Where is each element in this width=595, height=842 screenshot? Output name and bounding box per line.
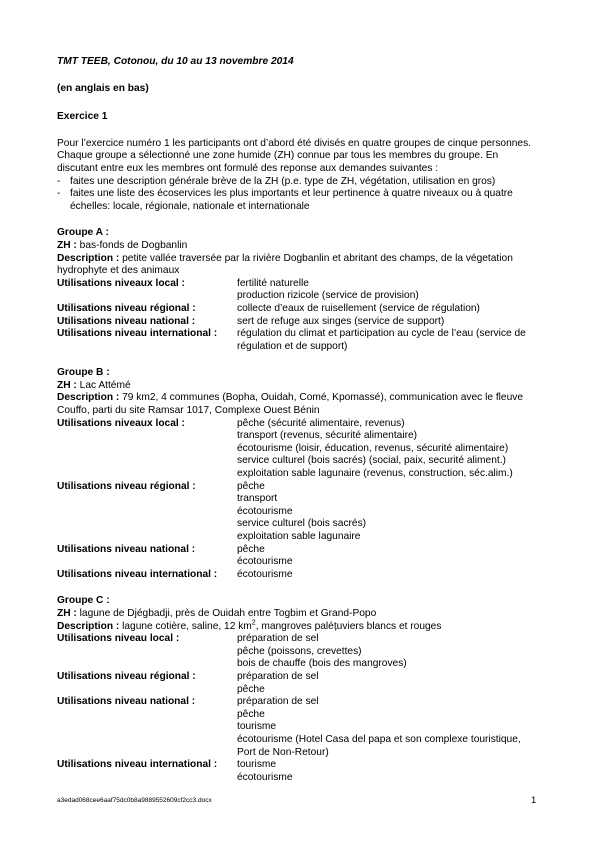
group-b: [57, 367, 541, 581]
uses-row-local: Utilisations niveaux local : pêche (sécurité alimentaire, revenus) transport (revenus, sécurité alimentaire) écotourisme (loisir, éducation, revenus, sécurité alimentaire) service culturel (bois sacrés) (social, paix, securité aliment.) exploitation sable lagunaire (revenus, construction, séc.alim.): [57, 417, 513, 480]
zh-line: ZH : bas-fonds de Dogbanlin: [57, 239, 188, 251]
dash-bullet: -: [57, 175, 61, 187]
zh-line: ZH : Lac Attémé: [57, 379, 131, 391]
description-line: Description : 79 km2, 4 communes (Bopha, Ouidah, Comé, Kpomassé), communication avec le fleuve Couffo, parti du site Ramsar 1017, Complexe Ouest Bénin: [57, 392, 524, 417]
document-subtitle: (en anglais en bas): [57, 82, 149, 94]
document-title: TMT TEEB, Cotonou, du 10 au 13 novembre 2014: [57, 56, 294, 67]
uses-row-regional: Utilisations niveau régional : préparation de sel pêche: [57, 670, 319, 695]
uses-row-regional: Utilisations niveau régional : pêche transport écotourisme service culturel (bois sacrés) exploitation sable lagunaire: [57, 480, 367, 542]
uses-row-regional: Utilisations niveau régional : collecte d’eaux de ruisellement (service de régulation): [57, 302, 480, 314]
description-line: Description : lagune cotière, saline, 12 $km^2$, mangroves paléțuviers blancs et rouges: [57, 619, 442, 632]
uses-row-international: Utilisations niveau international : écotourisme: [57, 568, 293, 580]
intro-paragraph: Pour l’exercice numéro 1 les participants ont d’abord été divisés en quatre groupes de cinque personnes. Chaque groupe a sélectionné une zone humide (ZH) connue par tous les membres du groupe. En discutant entre eux les membres ont formulé des reponse aux demandes suivantes :: [57, 137, 532, 174]
task-item: - faites une description générale brève de la ZH (p.e. type de ZH, végétation, utilisation en gros): [57, 175, 496, 187]
footer-filename: a3edad068cee6aaf75dc0b8a9889552609cf2cc3.docx: [57, 797, 212, 804]
uses-row-local: Utilisations niveau local : préparation de sel pêche (poissons, crevettes) bois de chauffe (bois des mangroves): [57, 633, 407, 670]
group-a: [57, 227, 541, 353]
page-number: 1: [531, 795, 537, 806]
uses-row-national: Utilisations niveau national : préparation de sel pêche tourisme écotourisme (Hotel Casa del papa et son complexe touristique, Port de Non-Retour): [57, 696, 521, 758]
uses-row-local: Utilisations niveaux local : fertilité naturelle production rizicole (service de provision): [57, 277, 419, 302]
document-page: [57, 50, 541, 784]
uses-row-national: Utilisations niveau national : sert de refuge aux singes (service de support): [57, 315, 445, 327]
dash-bullet: -: [57, 188, 61, 200]
task-item: - faites une liste des écoservices les plus importants et leur pertinence à quatre niveaux ou à quatre échelles: locale, régionale, nationale et internationale: [57, 188, 513, 212]
exercise-heading: Exercice 1: [57, 111, 108, 123]
description-line: Description : petite vallée traversée par la rivière Dogbanlin et abritant des champs, de la végetation hydrophyte et des animaux: [57, 252, 513, 277]
group-heading: Groupe A :: [57, 227, 109, 239]
task-list: [57, 176, 541, 214]
zh-line: ZH : lagune de Djégbadji, près de Ouidah entre Togbim et Grand-Popo: [57, 607, 377, 619]
uses-row-international: Utilisations niveau international : régulation du climat et participation au cycle de l’eau (service de régulation et de support): [57, 328, 526, 352]
uses-row-national: Utilisations niveau national : pêche écotourisme: [57, 543, 293, 568]
group-heading: Groupe B :: [57, 367, 110, 379]
group-c: [57, 595, 541, 784]
uses-row-international: Utilisations niveau international : tourisme écotourisme: [57, 759, 293, 783]
group-heading: Groupe C :: [57, 595, 110, 607]
